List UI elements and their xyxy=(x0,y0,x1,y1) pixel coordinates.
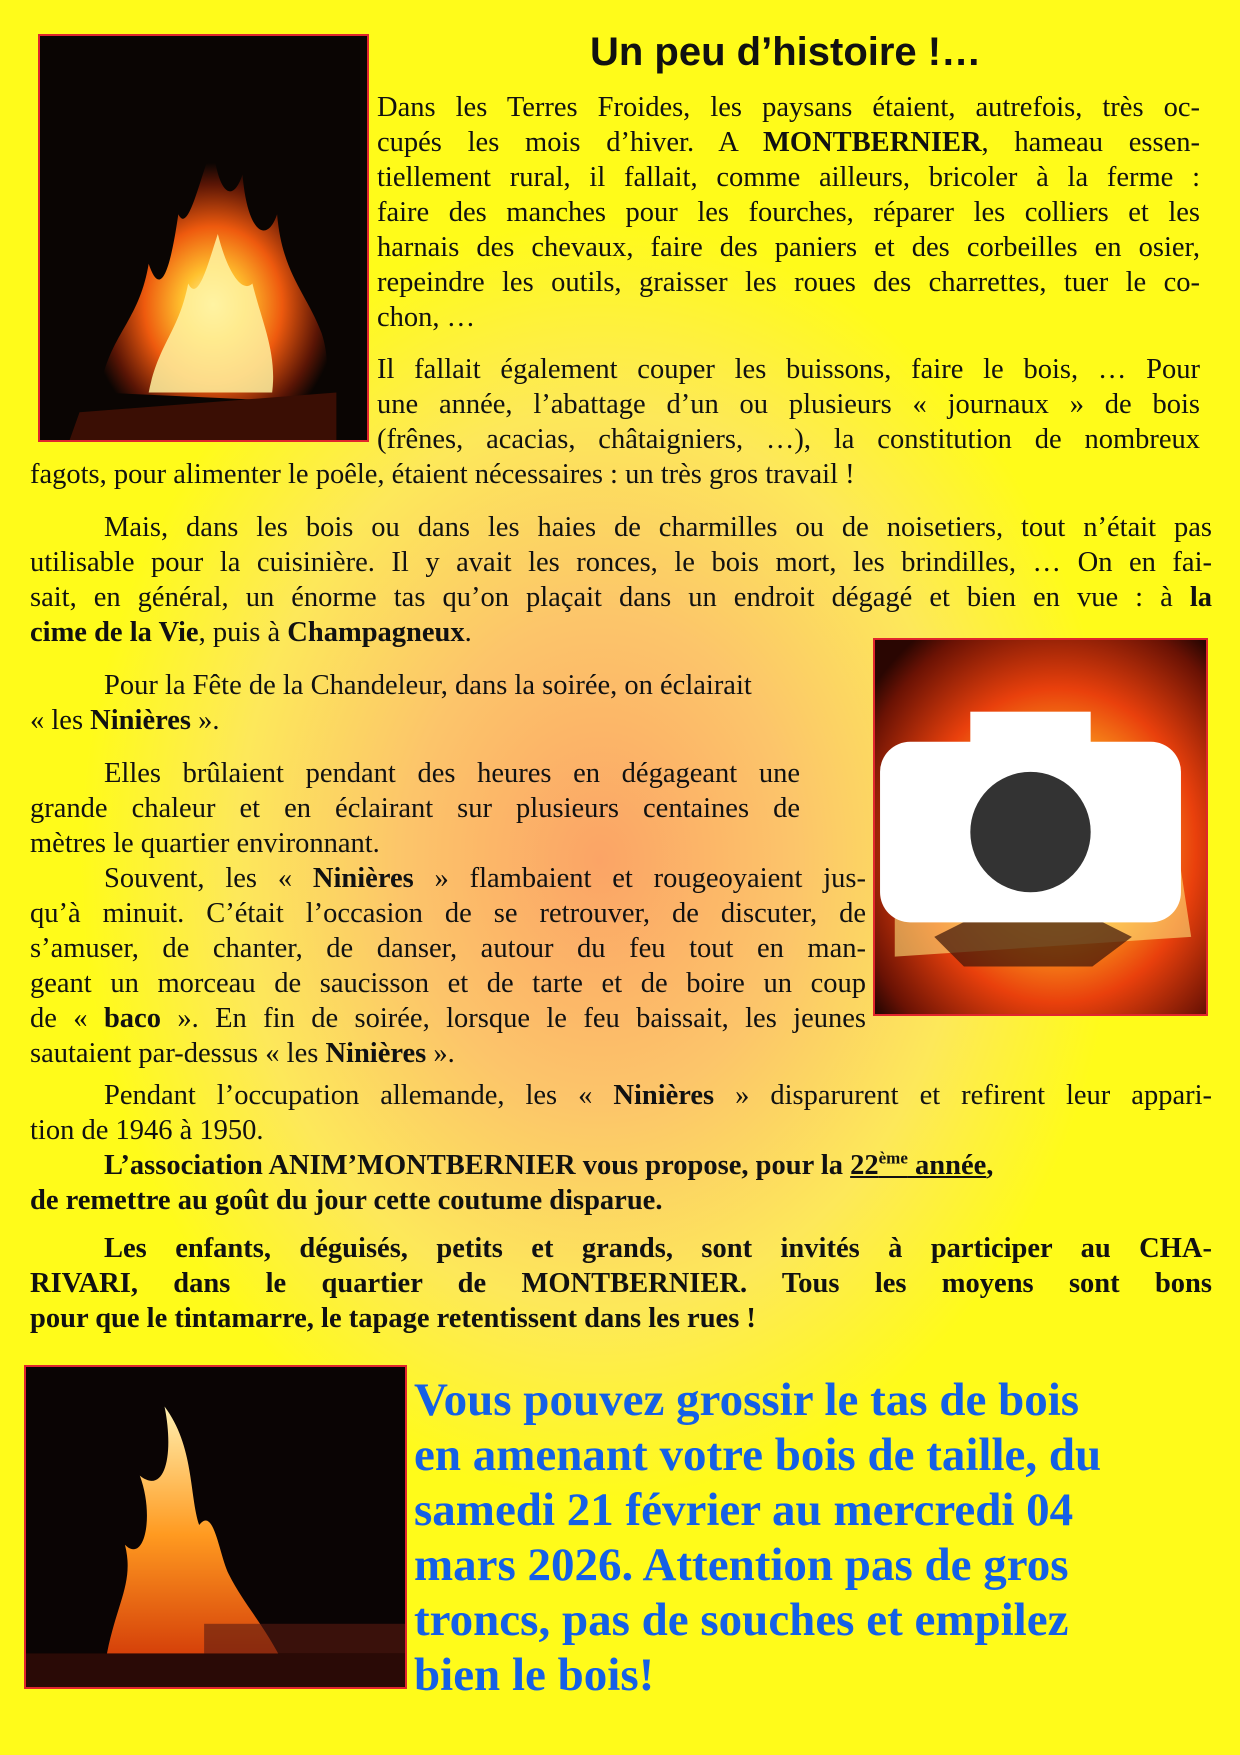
para9-line-1: Les enfants, déguisés, petits et grands, sont invités à participer au CHA- xyxy=(104,1233,1212,1264)
callout-line-2: en amenant votre bois de taille, du xyxy=(414,1429,1102,1481)
para8-line-2: de remettre au goût du jour cette coutume disparue. xyxy=(30,1185,663,1216)
para4-line-1: Pour la Fête de la Chandeleur, dans la soirée, on éclairait xyxy=(104,670,752,701)
intro-line-3: tiellement rural, il fallait, comme ailleurs, bricoler à la ferme : xyxy=(377,162,1200,193)
para6-line-6: sautaient par-dessus « les Ninières ». xyxy=(30,1038,455,1069)
para2-line-2: une année, l’abattage d’un ou plusieurs « journaux » de bois xyxy=(377,389,1200,420)
para3-line-2: utilisable pour la cuisinière. Il y avait les ronces, le bois mort, les brindilles, … On en fai- xyxy=(30,547,1212,578)
para9-line-2: RIVARI, dans le quartier de MONTBERNIER. Tous les moyens sont bons xyxy=(30,1268,1212,1299)
fire-flames-photo xyxy=(873,638,1208,1016)
callout-line-6: bien le bois! xyxy=(414,1649,655,1701)
para6-line-4: geant un morceau de saucisson et de tarte et de boire un coup xyxy=(30,968,866,999)
intro-line-2: cupés les mois d’hiver. A MONTBERNIER, hameau essen- xyxy=(377,127,1201,158)
callout-line-5: troncs, pas de souches et empilez xyxy=(414,1594,1069,1646)
intro-line-1: Dans les Terres Froides, les paysans étaient, autrefois, très oc- xyxy=(377,92,1200,123)
intro-line-7: chon, … xyxy=(377,302,476,333)
para8-line-1: L’association ANIM’MONTBERNIER vous propose, pour la 22ème année, xyxy=(104,1148,994,1181)
callout-line-3: samedi 21 février au mercredi 04 xyxy=(414,1484,1074,1536)
intro-line-6: repeindre les outils, graisser les roues des charrettes, tuer le co- xyxy=(377,267,1200,298)
para6-line-3: s’amuser, de chanter, de danser, autour du feu tout en man- xyxy=(30,933,866,964)
intro-line-4: faire des manches pour les fourches, réparer les colliers et les xyxy=(377,197,1200,228)
para5-line-3: mètres le quartier environnant. xyxy=(30,828,380,859)
para6-line-5: de « baco ». En fin de soirée, lorsque le feu baissait, les jeunes xyxy=(30,1003,866,1034)
para9-line-3: pour que le tintamarre, le tapage retentissent dans les rues ! xyxy=(30,1303,756,1334)
para3-line-3: sait, en général, un énorme tas qu’on plaçait dans un endroit dégagé et bien en vue : à la xyxy=(30,582,1212,613)
para2-line-1: Il fallait également couper les buissons, faire le bois, … Pour xyxy=(377,354,1200,385)
para3-line-4: cime de la Vie, puis à Champagneux. xyxy=(30,617,472,648)
para2-line-3: (frênes, acacias, châtaigniers, …), la constitution de nombreux xyxy=(377,424,1200,455)
bonfire-night-photo xyxy=(24,1365,407,1689)
para6-line-2: qu’à minuit. C’était l’occasion de se retrouver, de discuter, de xyxy=(30,898,866,929)
bonfire-photo-top xyxy=(38,34,369,442)
para7-line-2: tion de 1946 à 1950. xyxy=(30,1115,264,1146)
para2-line-4: fagots, pour alimenter le poêle, étaient nécessaires : un très gros travail ! xyxy=(30,459,855,490)
callout-line-1: Vous pouvez grossir le tas de bois xyxy=(414,1374,1080,1426)
page-title: Un peu d’histoire !… xyxy=(590,30,982,74)
para4-line-2: « les Ninières ». xyxy=(30,705,220,736)
intro-line-5: harnais des chevaux, faire des paniers et des corbeilles en osier, xyxy=(377,232,1200,263)
camera-icon xyxy=(873,638,1196,1004)
para5-line-2: grande chaleur et en éclairant sur plusieurs centaines de xyxy=(30,793,800,824)
para5-line-1: Elles brûlaient pendant des heures en dégageant une xyxy=(104,758,800,789)
callout-line-4: mars 2026. Attention pas de gros xyxy=(414,1539,1069,1591)
para3-line-1: Mais, dans les bois ou dans les haies de charmilles ou de noisetiers, tout n’était pas xyxy=(104,512,1212,543)
para7-line-1: Pendant l’occupation allemande, les « Ninières » disparurent et refirent leur appari- xyxy=(104,1080,1212,1111)
para6-line-1: Souvent, les « Ninières » flambaient et rougeoyaient jus- xyxy=(104,863,866,894)
